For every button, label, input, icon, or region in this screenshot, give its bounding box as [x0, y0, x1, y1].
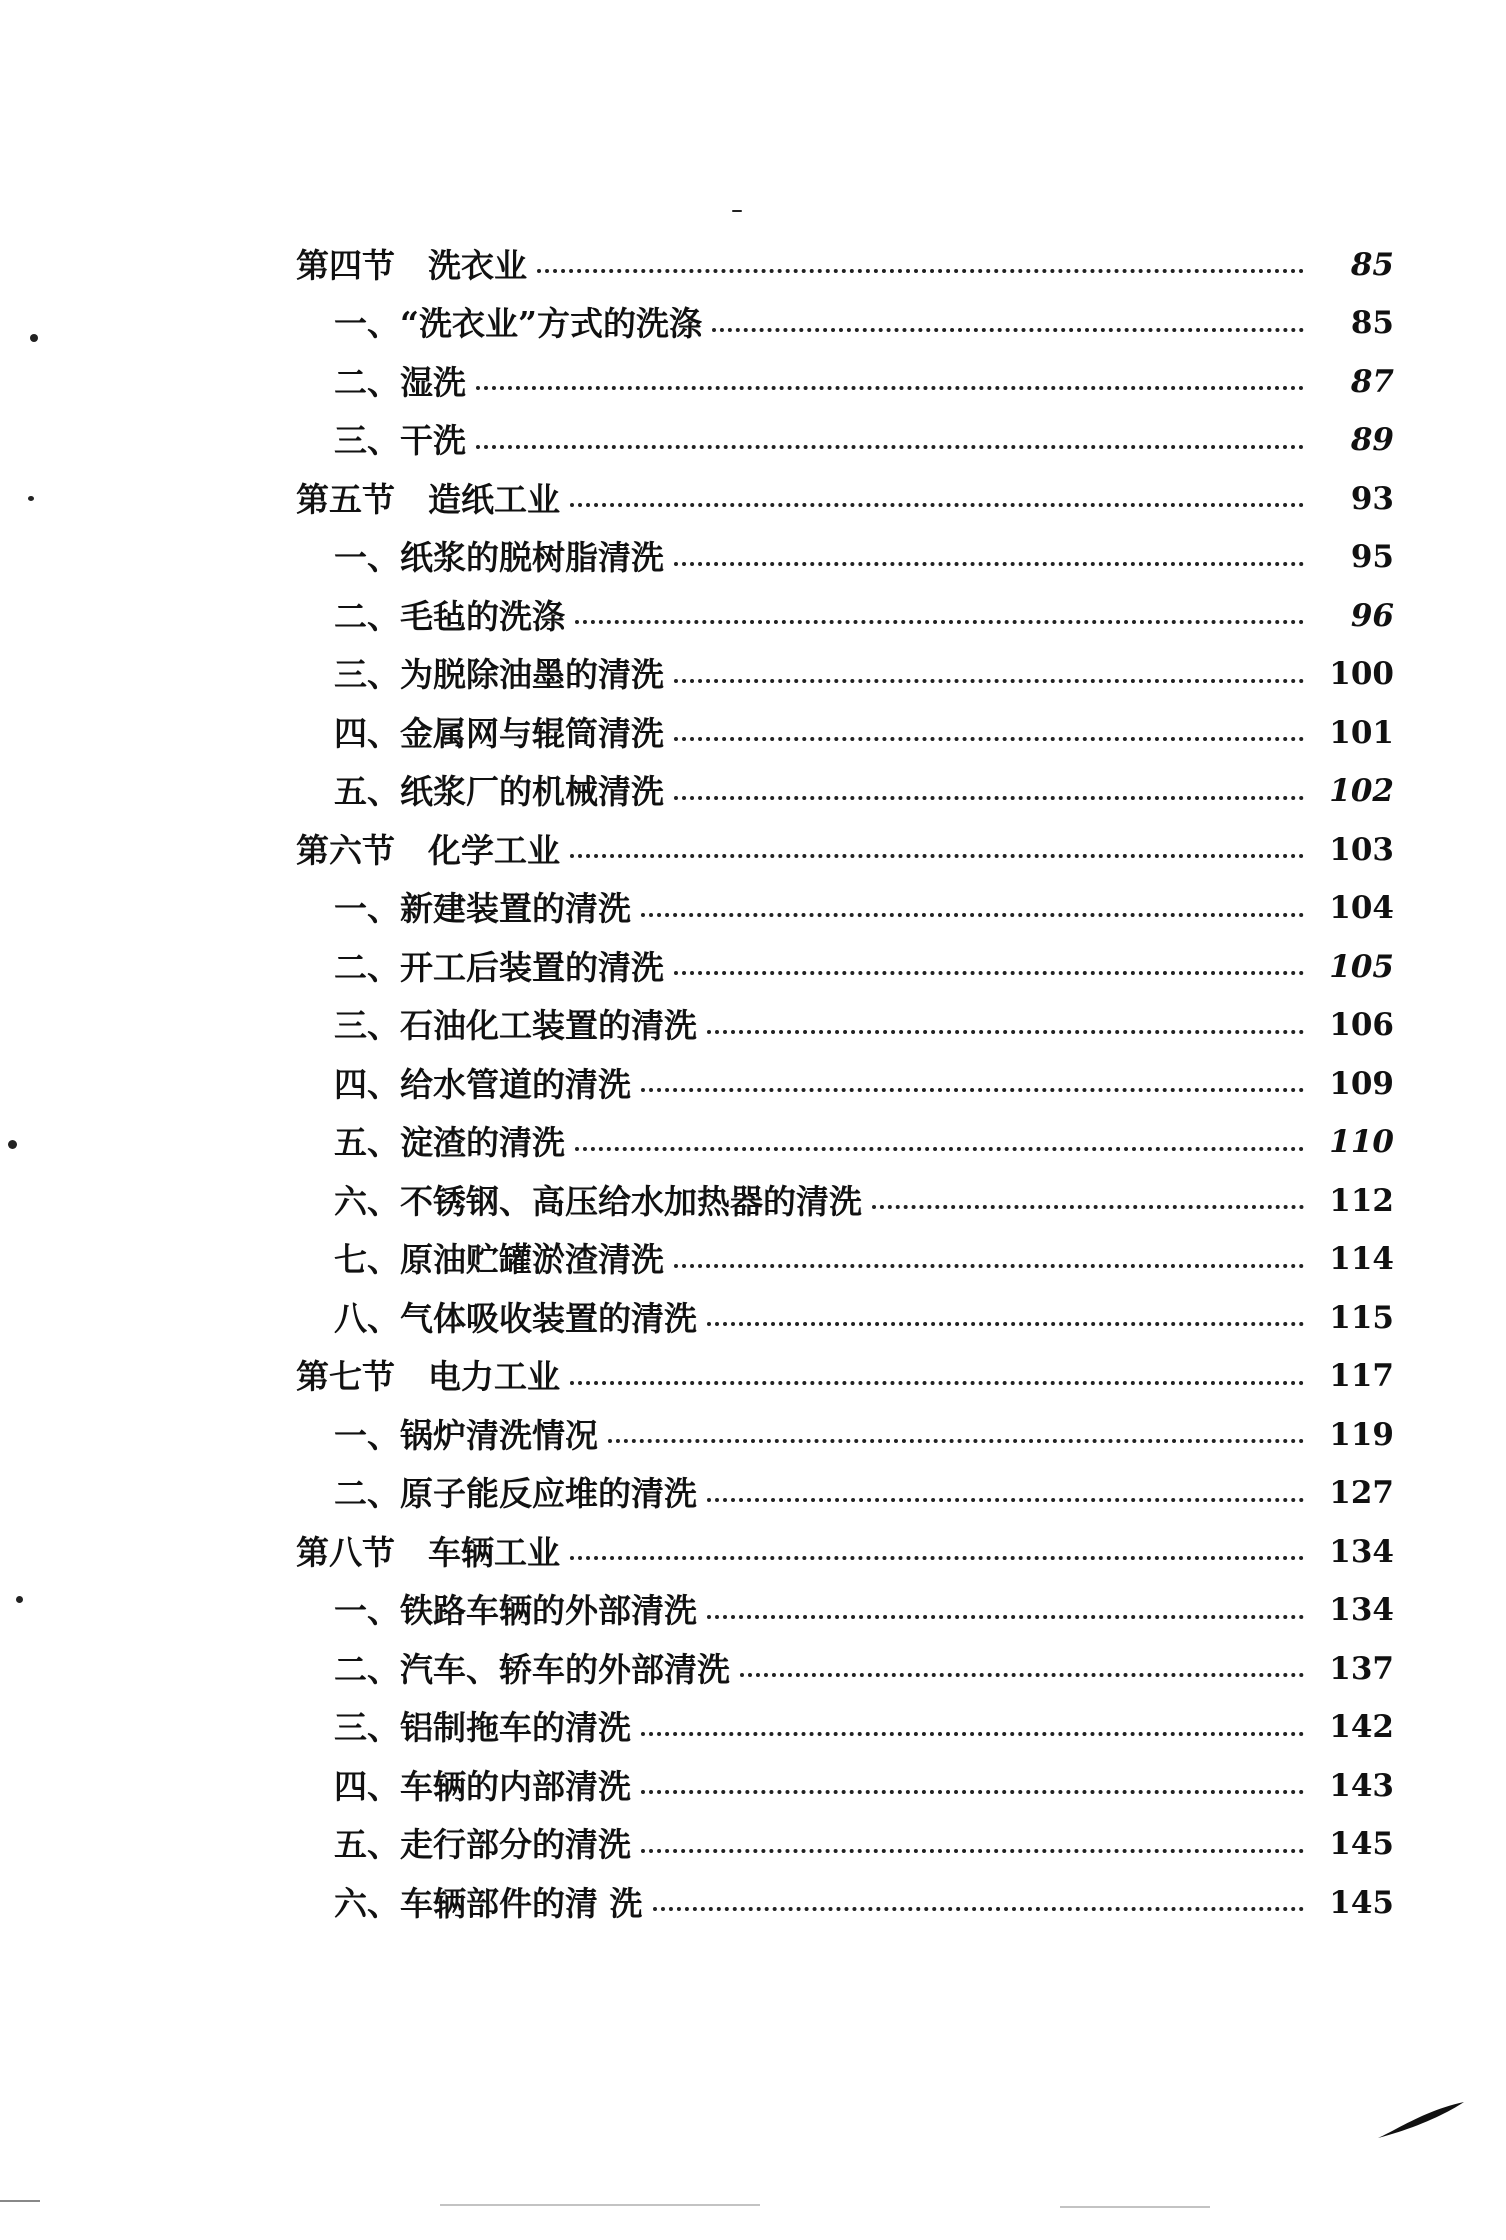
toc-subsection-row — [0, 529, 1506, 588]
toc-page-number: 95 — [1350, 539, 1394, 576]
dot-leader — [707, 1498, 1304, 1502]
toc-section-row — [0, 1523, 1506, 1582]
toc-subsection-row — [0, 1582, 1506, 1641]
dot-leader — [570, 1381, 1304, 1385]
toc-section-row — [0, 1348, 1506, 1407]
dot-leader — [674, 737, 1304, 741]
dot-leader — [712, 328, 1304, 332]
toc-page-number: 127 — [1329, 1475, 1394, 1512]
toc-entry-title: 二、汽车、轿车的外部清洗 — [334, 1649, 730, 1689]
toc-subsection-row — [0, 1289, 1506, 1348]
toc-entry-title: 二、毛毡的洗涤 — [334, 596, 565, 636]
toc-entry-title: 第四节 洗衣业 — [296, 245, 527, 285]
toc-entry-title: 六、车辆部件的清 洗 — [334, 1883, 643, 1923]
toc-entry-title: 八、气体吸收装置的清洗 — [334, 1298, 697, 1338]
toc-subsection-row — [0, 1114, 1506, 1173]
toc-entry-title: 四、金属网与辊筒清洗 — [334, 713, 664, 753]
toc-subsection-row — [0, 880, 1506, 939]
toc-entry-title: 二、开工后装置的清洗 — [334, 947, 664, 987]
dot-leader — [641, 1790, 1304, 1794]
toc-entry-title: 三、为脱除油墨的清洗 — [334, 655, 664, 695]
toc-subsection-row — [0, 646, 1506, 705]
dot-leader — [674, 562, 1304, 566]
toc-entry-title: 第八节 车辆工业 — [296, 1532, 560, 1572]
dot-leader — [641, 1732, 1304, 1736]
toc-entry-title: 四、车辆的内部清洗 — [334, 1766, 631, 1806]
toc-subsection-row — [0, 997, 1506, 1056]
toc-subsection-row — [0, 1640, 1506, 1699]
toc-entry-title: 第六节 化学工业 — [296, 830, 560, 870]
dot-leader — [707, 1322, 1304, 1326]
toc-subsection-row — [0, 704, 1506, 763]
toc-page-number: 110 — [1329, 1124, 1394, 1161]
table-of-contents — [0, 236, 1506, 1933]
toc-page-number: 102 — [1329, 773, 1394, 810]
pen-stroke-mark — [1376, 2100, 1466, 2140]
toc-page-number: 85 — [1350, 305, 1394, 342]
dot-leader — [641, 913, 1304, 917]
scan-speck — [30, 334, 38, 342]
dot-leader — [641, 1088, 1304, 1092]
page-edge-line — [0, 2200, 40, 2202]
toc-subsection-row — [0, 412, 1506, 471]
toc-page-number: 143 — [1329, 1767, 1394, 1804]
scan-speck — [8, 1140, 17, 1149]
toc-page-number: 85 — [1350, 246, 1394, 283]
dot-leader — [707, 1030, 1304, 1034]
toc-page-number: 112 — [1329, 1182, 1394, 1219]
toc-subsection-row — [0, 587, 1506, 646]
dot-leader — [476, 445, 1304, 449]
toc-section-row — [0, 470, 1506, 529]
dot-leader — [674, 796, 1304, 800]
toc-entry-title: 一、铁路车辆的外部清洗 — [334, 1591, 697, 1631]
dot-leader — [641, 1849, 1304, 1853]
dot-leader — [674, 1264, 1304, 1268]
toc-page-number: 134 — [1329, 1533, 1394, 1570]
dot-leader — [872, 1205, 1304, 1209]
toc-entry-title: 一、新建装置的清洗 — [334, 889, 631, 929]
dot-leader — [575, 1147, 1304, 1151]
toc-entry-title: 四、给水管道的清洗 — [334, 1064, 631, 1104]
toc-subsection-row — [0, 1699, 1506, 1758]
dot-leader — [740, 1673, 1304, 1677]
toc-subsection-row — [0, 1816, 1506, 1875]
toc-section-row — [0, 236, 1506, 295]
toc-entry-title: 一、“洗衣业”方式的洗涤 — [334, 304, 702, 344]
toc-subsection-row — [0, 1055, 1506, 1114]
toc-page-number: 115 — [1329, 1299, 1394, 1336]
toc-page-number: 101 — [1329, 714, 1394, 751]
toc-entry-title: 七、原油贮罐淤渣清洗 — [334, 1240, 664, 1280]
toc-subsection-row — [0, 938, 1506, 997]
toc-entry-title: 三、石油化工装置的清洗 — [334, 1006, 697, 1046]
toc-page-number: 109 — [1329, 1065, 1394, 1102]
toc-page-number: 142 — [1329, 1709, 1394, 1746]
dot-leader — [575, 620, 1304, 624]
dot-leader — [608, 1439, 1304, 1443]
toc-entry-title: 第七节 电力工业 — [296, 1357, 560, 1397]
scan-speck — [732, 210, 742, 212]
dot-leader — [570, 854, 1304, 858]
dot-leader — [707, 1615, 1304, 1619]
scan-speck — [16, 1596, 23, 1603]
toc-entry-title: 三、铝制拖车的清洗 — [334, 1708, 631, 1748]
toc-entry-title: 二、原子能反应堆的清洗 — [334, 1474, 697, 1514]
toc-page-number: 93 — [1350, 480, 1394, 517]
dot-leader — [476, 386, 1304, 390]
toc-entry-title: 一、纸浆的脱树脂清洗 — [334, 538, 664, 578]
toc-entry-title: 二、湿洗 — [334, 362, 466, 402]
toc-page-number: 96 — [1350, 597, 1394, 634]
dot-leader — [570, 503, 1304, 507]
toc-page-number: 87 — [1350, 363, 1394, 400]
toc-entry-title: 五、纸浆厂的机械清洗 — [334, 772, 664, 812]
toc-subsection-row — [0, 1231, 1506, 1290]
dot-leader — [537, 269, 1304, 273]
toc-entry-title: 五、淀渣的清洗 — [334, 1123, 565, 1163]
toc-page-number: 145 — [1329, 1826, 1394, 1863]
toc-page-number: 137 — [1329, 1650, 1394, 1687]
toc-page-number: 104 — [1329, 890, 1394, 927]
toc-page-number: 105 — [1329, 948, 1394, 985]
dot-leader — [653, 1907, 1305, 1911]
toc-subsection-row — [0, 1172, 1506, 1231]
toc-subsection-row — [0, 1465, 1506, 1524]
toc-page-number: 100 — [1329, 656, 1394, 693]
dot-leader — [674, 971, 1304, 975]
toc-entry-title: 一、锅炉清洗情况 — [334, 1415, 598, 1455]
toc-page-number: 134 — [1329, 1592, 1394, 1629]
toc-page-number: 89 — [1350, 422, 1394, 459]
toc-entry-title: 五、走行部分的清洗 — [334, 1825, 631, 1865]
toc-page-number: 119 — [1329, 1416, 1394, 1453]
toc-subsection-row — [0, 1874, 1506, 1933]
dot-leader — [674, 679, 1304, 683]
toc-entry-title: 第五节 造纸工业 — [296, 479, 560, 519]
toc-page-number: 145 — [1329, 1884, 1394, 1921]
toc-page-number: 103 — [1329, 831, 1394, 868]
toc-section-row — [0, 821, 1506, 880]
scan-speck — [28, 496, 34, 501]
toc-entry-title: 六、不锈钢、高压给水加热器的清洗 — [334, 1181, 862, 1221]
toc-page-number: 106 — [1329, 1007, 1394, 1044]
dot-leader — [570, 1556, 1304, 1560]
toc-subsection-row — [0, 1406, 1506, 1465]
toc-subsection-row — [0, 1757, 1506, 1816]
toc-page-number: 114 — [1329, 1241, 1394, 1278]
page-edge-line — [440, 2204, 760, 2206]
page-edge-line — [1060, 2206, 1210, 2208]
toc-subsection-row — [0, 763, 1506, 822]
toc-subsection-row — [0, 353, 1506, 412]
toc-page-number: 117 — [1329, 1358, 1394, 1395]
toc-subsection-row — [0, 295, 1506, 354]
toc-entry-title: 三、干洗 — [334, 421, 466, 461]
